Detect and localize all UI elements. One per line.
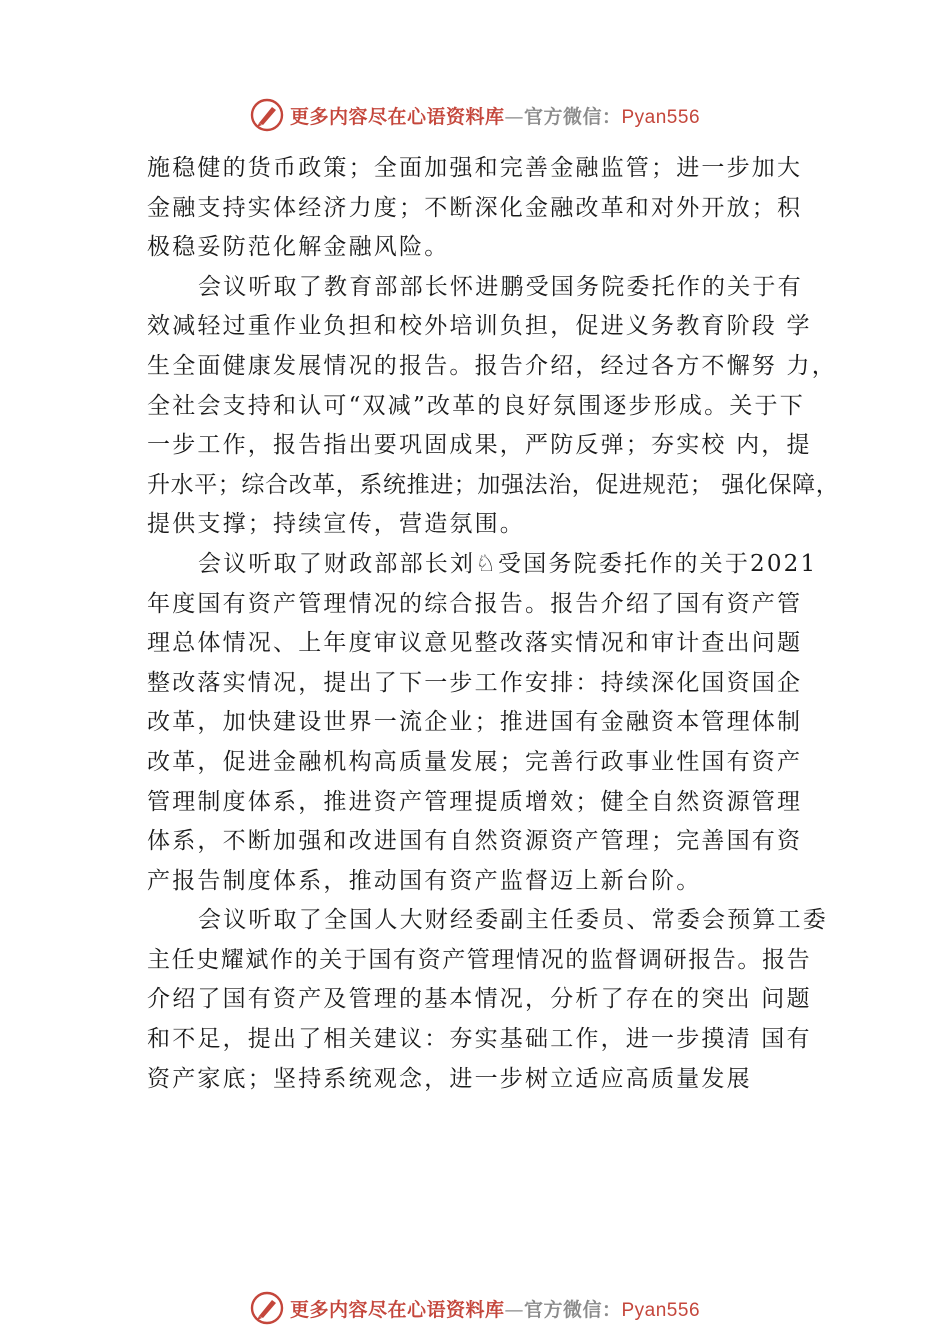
text-line: 整改落实情况，提出了下一步工作安排：持续深化国资国企: [147, 669, 803, 696]
paragraph-start-line: 会议听取了财政部部长刘♘受国务院委托作的关于2021: [198, 550, 818, 577]
header-wechat-label: 官方微信：: [523, 105, 622, 128]
header-banner: [0, 95, 950, 135]
text-line: 金融支持实体经济力度；不断深化金融改革和对外开放；积: [147, 194, 803, 221]
footer-dash: —: [504, 1298, 524, 1321]
text-line: 极稳妥防范化解金融风险。: [147, 234, 450, 261]
footer-wechat-id: Pyan556: [621, 1299, 701, 1321]
text-line: 一步工作，报告指出要巩固成果，严防反弹；夯实校 内，提: [147, 432, 812, 459]
text-line: 改革，加快建设世界一流企业；推进国有金融资本管理体制: [147, 709, 803, 736]
text-line: 管理制度体系，推进资产管理提质增效；健全自然资源管理: [147, 788, 803, 815]
footer-banner-text: [290, 1295, 700, 1322]
text-line: 全社会支持和认可“双减”改革的良好氛围逐步形成。关于下: [147, 392, 805, 419]
text-line: 主任史耀斌作的关于国有资产管理情况的监督调研报告。报告: [147, 946, 812, 973]
text-line: 介绍了国有资产及管理的基本情况，分析了存在的突出 问题: [147, 986, 812, 1013]
text-line: 和不足，提出了相关建议：夯实基础工作，进一步摸清 国有: [147, 1026, 812, 1053]
text-line: 年度国有资产管理情况的综合报告。报告介绍了国有资产管: [147, 590, 803, 617]
text-line: 提供支撑；持续宣传，营造氛围。: [147, 511, 525, 538]
header-brand: 更多内容尽在心语资料库: [289, 105, 505, 128]
footer-wechat-label: 官方微信：: [523, 1298, 622, 1321]
pen-logo-icon: [250, 1291, 284, 1325]
header-wechat-id: Pyan556: [621, 106, 701, 128]
paragraph-start-line: 会议听取了教育部部长怀进鹏受国务院委托作的关于有: [198, 273, 803, 300]
text-line: 产报告制度体系，推动国有资产监督迈上新台阶。: [147, 867, 702, 894]
pen-logo-icon: [250, 98, 284, 132]
text-line: 理总体情况、上年度审议意见整改落实情况和审计查出问题: [147, 630, 803, 657]
text-line: 资产家底；坚持系统观念，进一步树立适应高质量发展: [147, 1065, 752, 1092]
document-body: [147, 149, 840, 1099]
text-line: 效减轻过重作业负担和校外培训负担，促进义务教育阶段 学: [147, 313, 812, 340]
text-line: 生全面健康发展情况的报告。报告介绍，经过各方不懈努 力，: [147, 352, 837, 379]
footer-brand: 更多内容尽在心语资料库: [289, 1298, 505, 1321]
text-line: 施稳健的货币政策；全面加强和完善金融监管；进一步加大: [147, 155, 803, 181]
header-dash: —: [504, 105, 524, 128]
paragraph-start-line: 会议听取了全国人大财经委副主任委员、常委会预算工委: [198, 907, 828, 934]
footer-banner: [0, 1288, 950, 1328]
header-banner-text: [290, 102, 700, 129]
text-line: 改革，促进金融机构高质量发展；完善行政事业性国有资产: [147, 748, 803, 775]
text-line: 体系，不断加强和改进国有自然资源资产管理；完善国有资: [147, 828, 803, 855]
text-line: 升水平；综合改革，系统推进；加强法治，促进规范； 强化保障，: [147, 471, 840, 498]
